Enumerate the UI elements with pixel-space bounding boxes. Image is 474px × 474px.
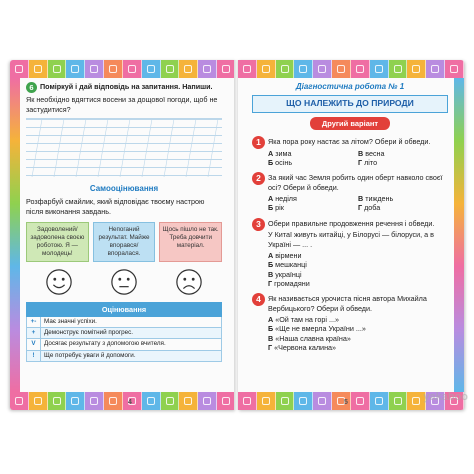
right-page-content — [252, 82, 448, 388]
strip-tile-icon — [109, 65, 117, 73]
strip-tile-icon — [203, 397, 211, 405]
strip-tile-icon — [128, 65, 136, 73]
sad-face-icon[interactable] — [175, 268, 203, 296]
strip-tile — [351, 60, 370, 78]
strip-tile — [313, 60, 332, 78]
question-4 — [252, 294, 448, 352]
watermark-logo: yakaboo — [423, 391, 468, 403]
strip-tile — [29, 392, 48, 410]
strip-tile-icon — [166, 65, 174, 73]
table-row — [27, 339, 222, 350]
strip-tile — [332, 392, 351, 410]
strip-tile — [370, 60, 389, 78]
answer-option[interactable]: В весна — [358, 148, 385, 158]
answer-option[interactable]: Г громадяни — [268, 278, 310, 288]
strip-tile-icon — [356, 65, 364, 73]
strip-tile-icon — [71, 65, 79, 73]
grade-boxes — [26, 222, 222, 261]
strip-tile-icon — [281, 397, 289, 405]
strip-tile-icon — [431, 65, 439, 73]
strip-tile — [445, 60, 464, 78]
smiley-row — [26, 268, 222, 296]
strip-tile — [276, 60, 295, 78]
strip-tile-icon — [184, 397, 192, 405]
strip-tile-icon — [53, 397, 61, 405]
task-question: Як необхідно вдягтися восени за дощової погоди, щоб не застудитися? — [26, 95, 218, 114]
answer-option[interactable]: А «Ой там на горі ...» — [268, 315, 339, 325]
strip-tile — [294, 60, 313, 78]
grade-symbol: V — [27, 339, 41, 350]
strip-tile — [142, 60, 161, 78]
strip-tile-icon — [90, 65, 98, 73]
task-6 — [26, 82, 222, 91]
strip-tile-icon — [203, 65, 211, 73]
left-page-content — [26, 82, 222, 388]
strip-tile-icon — [412, 65, 420, 73]
strip-tile — [389, 392, 408, 410]
strip-tile — [351, 392, 370, 410]
strip-tile-icon — [394, 65, 402, 73]
strip-tile — [179, 60, 198, 78]
strip-tile — [276, 392, 295, 410]
strip-tile — [426, 60, 445, 78]
strip-tile — [198, 392, 217, 410]
answer-option[interactable]: Б мешканці — [268, 260, 307, 270]
question-number-badge: 2 — [252, 172, 265, 185]
page-number-right: 5 — [344, 399, 348, 406]
strip-tile — [142, 392, 161, 410]
strip-tile — [313, 392, 332, 410]
task-instruction: Поміркуй і дай відповідь на запитання. Напиши. — [40, 82, 213, 91]
strip-tile — [179, 392, 198, 410]
strip-tile — [104, 60, 123, 78]
strip-tile-icon — [90, 397, 98, 405]
strip-tile — [85, 60, 104, 78]
strip-tile-icon — [222, 397, 230, 405]
self-assessment-title: Самооцінювання — [89, 184, 159, 194]
strip-tile-icon — [299, 397, 307, 405]
happy-face-icon[interactable] — [45, 268, 73, 296]
strip-tile — [85, 392, 104, 410]
strip-tile-icon — [450, 65, 458, 73]
left-page — [10, 60, 236, 410]
strip-tile — [257, 60, 276, 78]
neutral-face-icon[interactable] — [110, 268, 138, 296]
question-text: Обери правильне продовження речення і обведи. — [268, 218, 435, 228]
table-row — [27, 317, 222, 328]
answer-option[interactable]: Г «Червона калина» — [268, 343, 337, 353]
strip-tile — [66, 392, 85, 410]
strip-tile-icon — [318, 65, 326, 73]
open-workbook — [6, 58, 468, 415]
strip-tile-icon — [394, 397, 402, 405]
strip-tile-icon — [147, 397, 155, 405]
strip-tile — [48, 60, 67, 78]
strip-tile — [161, 392, 180, 410]
answer-option[interactable]: Г доба — [358, 203, 381, 213]
top-color-strip — [10, 60, 236, 78]
answer-option[interactable]: В українці — [268, 269, 302, 279]
strip-tile-icon — [412, 397, 420, 405]
strip-tile-icon — [34, 397, 42, 405]
right-page — [238, 60, 464, 410]
answer-option[interactable]: А неділя — [268, 194, 297, 204]
strip-tile — [332, 60, 351, 78]
strip-tile — [48, 392, 67, 410]
question-number-badge: 1 — [252, 136, 265, 149]
grade-box-good: Задоволений/ задоволена своєю роботою. Я — молодець! — [26, 222, 89, 261]
strip-tile-icon — [262, 397, 270, 405]
strip-tile-icon — [71, 397, 79, 405]
question-text: Яка пора року настає за літом? Обери й обведи. — [268, 137, 431, 147]
diagnostic-title: Діагностична робота № 1 — [295, 82, 405, 91]
strip-tile — [407, 60, 426, 78]
question-number-badge: 4 — [252, 293, 265, 306]
strip-tile-icon — [375, 397, 383, 405]
handwriting-lines — [26, 118, 222, 176]
strip-tile-icon — [147, 65, 155, 73]
strip-tile-icon — [318, 397, 326, 405]
strip-tile — [123, 392, 142, 410]
answer-option[interactable]: В тиждень — [358, 194, 394, 204]
strip-tile — [370, 392, 389, 410]
strip-tile-icon — [337, 65, 345, 73]
grade-description: Ще потребує уваги й допомоги. — [41, 350, 222, 361]
slant-guides — [26, 119, 222, 177]
grade-description: Має значні успіхи. — [41, 317, 222, 328]
grade-symbol: ! — [27, 350, 41, 361]
table-row — [27, 328, 222, 339]
question-number-badge: 3 — [252, 218, 265, 231]
bottom-color-strip — [10, 392, 236, 410]
variant-badge: Другий варіант — [310, 117, 390, 131]
strip-tile-icon — [243, 65, 251, 73]
grading-table — [26, 302, 222, 362]
page-number-left: 4 — [128, 399, 132, 406]
strip-tile — [294, 392, 313, 410]
answer-option[interactable]: Б осінь — [268, 158, 293, 168]
answer-option[interactable]: В «Наша славна країна» — [268, 333, 351, 343]
answer-option[interactable]: А вірмени — [268, 250, 302, 260]
strip-tile-icon — [243, 397, 251, 405]
question-text: Як називається урочиста пісня автора Михайла Вербицького? Обери й обведи. — [268, 294, 427, 313]
strip-tile — [104, 392, 123, 410]
grade-box-ok: Непоганий результат. Майже впорався/ впоралася. — [93, 222, 156, 261]
strip-tile-icon — [222, 65, 230, 73]
question-3 — [252, 219, 448, 289]
question-2 — [252, 173, 448, 212]
answer-option[interactable]: Б «Ще не вмерла України ...» — [268, 324, 366, 334]
strip-tile — [10, 392, 29, 410]
answer-option[interactable]: А зима — [268, 148, 292, 158]
strip-tile — [10, 60, 29, 78]
strip-tile — [66, 60, 85, 78]
top-color-strip — [238, 60, 464, 78]
grade-description: Досягає результату з допомогою вчителя. — [41, 339, 222, 350]
grade-symbol: + — [27, 328, 41, 339]
strip-tile-icon — [166, 397, 174, 405]
self-assessment-text: Розфарбуй смайлик, який відповідає твоєму настрою після виконання завдань. — [26, 197, 205, 216]
main-title: ЩО НАЛЕЖИТЬ ДО ПРИРОДИ — [252, 95, 448, 112]
question-sentence: У Китаї живуть китайці, у Білорусі — білоруси, а в Україні — ... . — [268, 230, 434, 249]
answer-option[interactable]: Г літо — [358, 158, 378, 168]
grade-box-bad: Щось пішло не так. Треба довчити матеріал. — [159, 222, 222, 261]
task-number-badge: 6 — [26, 82, 37, 93]
side-color-bar — [10, 78, 20, 392]
strip-tile — [123, 60, 142, 78]
table-row — [27, 350, 222, 361]
grading-title: Оцінювання — [27, 302, 222, 316]
side-color-bar — [454, 78, 464, 392]
strip-tile — [257, 392, 276, 410]
strip-tile-icon — [356, 397, 364, 405]
strip-tile — [238, 392, 257, 410]
strip-tile-icon — [184, 65, 192, 73]
question-1 — [252, 137, 448, 167]
strip-tile — [161, 60, 180, 78]
answer-option[interactable]: Б рік — [268, 203, 284, 213]
grade-symbol: +- — [27, 317, 41, 328]
strip-tile-icon — [109, 397, 117, 405]
grade-description: Демонструє помітний прогрес. — [41, 328, 222, 339]
strip-tile-icon — [15, 65, 23, 73]
strip-tile — [29, 60, 48, 78]
strip-tile-icon — [53, 65, 61, 73]
strip-tile-icon — [15, 397, 23, 405]
strip-tile-icon — [299, 65, 307, 73]
question-text: За який час Земля робить один оберт навколо своєї осі? Обери й обведи. — [268, 173, 443, 192]
strip-tile — [238, 60, 257, 78]
strip-tile-icon — [281, 65, 289, 73]
strip-tile — [389, 60, 408, 78]
strip-tile-icon — [34, 65, 42, 73]
strip-tile-icon — [375, 65, 383, 73]
strip-tile-icon — [262, 65, 270, 73]
strip-tile — [198, 60, 217, 78]
